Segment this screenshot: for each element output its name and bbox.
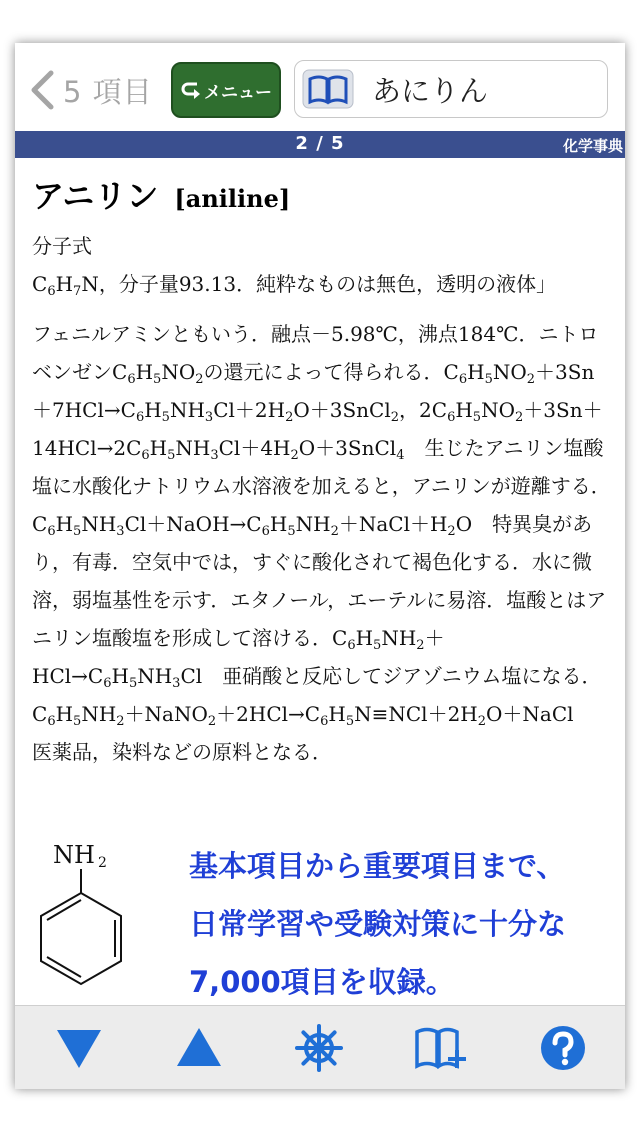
- previous-entry-button[interactable]: [171, 1024, 227, 1072]
- down-triangle-icon: [51, 1024, 107, 1072]
- menu-button[interactable]: [171, 62, 281, 118]
- aniline-structure: [27, 833, 137, 1001]
- amine-subscript: 2: [98, 855, 107, 871]
- promo-line-3: 7,000項目を収録。: [189, 965, 455, 999]
- entry-title-en: [aniline]: [174, 184, 291, 213]
- app-window: [15, 43, 625, 1089]
- back-label: 5 項目: [63, 74, 153, 109]
- back-button[interactable]: [29, 70, 153, 110]
- bottom-toolbar: [15, 1005, 625, 1089]
- entry-content: [32, 159, 612, 771]
- entry-title: [32, 171, 612, 215]
- figure-area: [15, 833, 625, 1003]
- page-indicator: 2 / 5: [295, 133, 345, 154]
- entry-body: フェニルアミンともいう．融点－5.98℃，沸点184℃．ニトロベンゼン$C_6H_5NO_2$の還元によって得られる．$C_6H_5NO_2+3Sn+7HCl\to C_6H_5NH_3Cl+2H_2O+3SnCl_2$，$2C_6H_5NO_2+3Sn+14HCl\to 2C_6H_5NH_3Cl+4H_2O+3SnCl_4$ 生じたアニリン塩酸塩に水酸化ナトリウム水溶液を加えると，アニリンが遊離する．$C_6H_5NH_3Cl+NaOH\to C_6H_5NH_2+NaCl+H_2O$ 特異臭があり，有毒．空気中では，すぐに酸化されて褐色化する．水に微溶，弱塩基性を示す．エタノール，エーテルに易溶．塩酸とはアニリン塩酸塩を形成して溶ける．$C_6H_5NH_2+HCl\to C_6H_5NH_3Cl$ 亜硝酸と反応してジアゾニウム塩になる．$C_6H_5NH_2+NaNO_2+2HCl\to C_6H_5N\equiv NCl+2H_2O+NaCl$ 医薬品，染料などの原料となる．: [32, 322, 611, 764]
- promo-line-2: 日常学習や受験対策に十分な: [189, 907, 567, 941]
- helm-wheel-icon: [291, 1024, 347, 1072]
- entry-title-jp: アニリン: [32, 177, 159, 215]
- dictionary-name: あにりん: [372, 73, 489, 108]
- entry-summary: 分子式$C_6H_7N$，分子量93.13．純粋なものは無色，透明の液体」: [32, 234, 557, 299]
- next-entry-button[interactable]: [51, 1024, 107, 1072]
- book-add-icon: [411, 1024, 467, 1072]
- menu-label: メニュー: [204, 82, 272, 103]
- add-bookmark-button[interactable]: [411, 1024, 467, 1072]
- helm-button[interactable]: [291, 1024, 347, 1072]
- help-button[interactable]: [535, 1024, 591, 1072]
- header: [15, 43, 625, 130]
- chevron-left-icon: [29, 70, 55, 110]
- up-triangle-icon: [171, 1024, 227, 1072]
- info-bar: [15, 131, 625, 158]
- promo-line-1: 基本項目から重要項目まで、: [189, 849, 566, 883]
- dictionary-selector[interactable]: [294, 60, 608, 118]
- source-label: 化学事典: [562, 137, 623, 155]
- help-icon: [535, 1024, 591, 1072]
- promo-text: [189, 837, 619, 1011]
- amine-label: NH: [53, 841, 95, 869]
- book-icon: [302, 69, 354, 109]
- return-arrow-icon: [180, 79, 202, 101]
